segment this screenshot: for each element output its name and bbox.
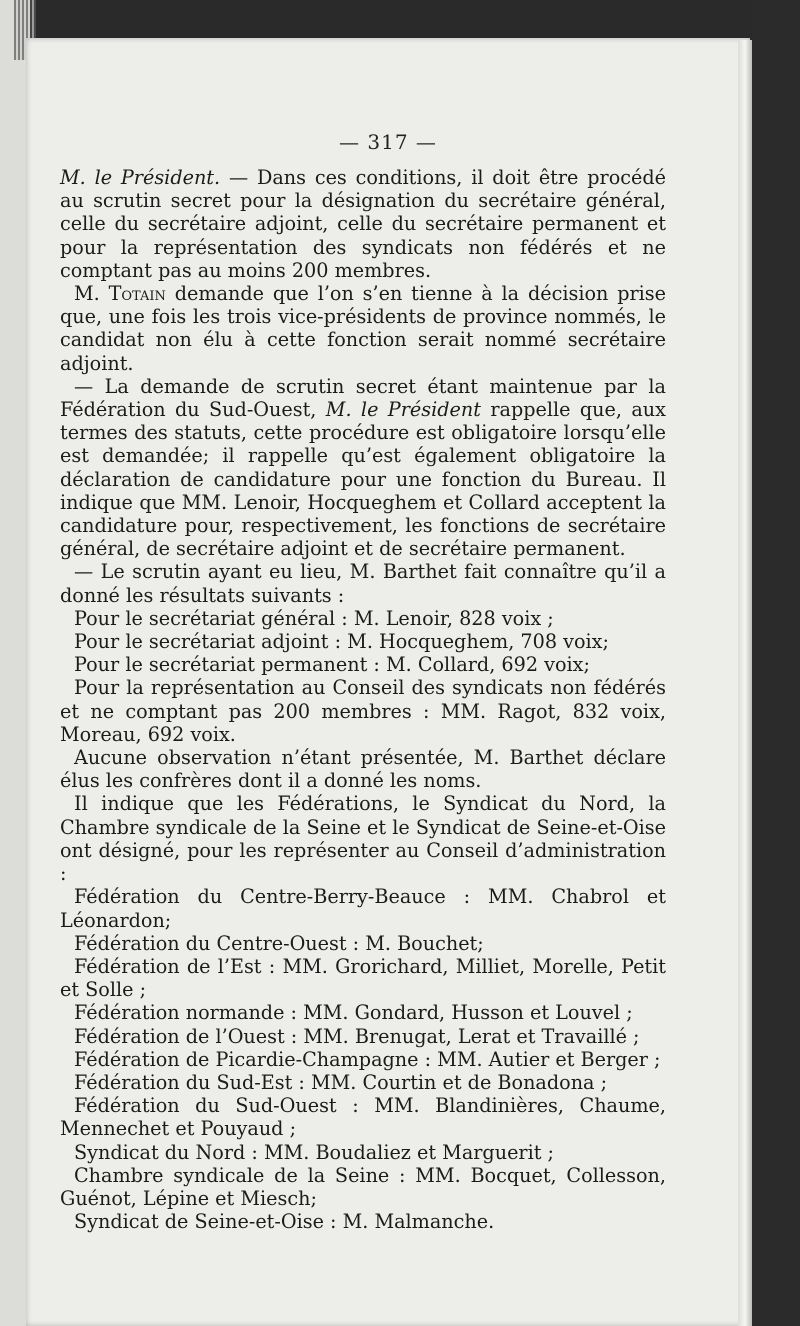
paragraph-designations: Il indique que les Fédérations, le Syndicat du Nord, la Chambre syndicale de la Seine et le Syndicat de Seine-et-Oise ont désigné, pour les représenter au Conseil d’administration : [60,792,666,886]
designation-ouest: Fédération de l’Ouest : MM. Brenugat, Lerat et Travaillé ; [74,1024,640,1048]
paragraph-president-statement [60,166,666,282]
page-right-edge [738,40,752,1326]
document-page [26,38,750,1326]
designation-chambre-seine: Chambre syndicale de la Seine : MM. Bocquet, Collesson, Guénot, Lépine et Miesch; [60,1163,666,1210]
result-secretaire-permanent: Pour le secrétariat permanent : M. Collard, 692 voix; [74,653,590,677]
paragraph-text: demande que l’on s’en tienne à la décision prise que, une fois les trois vice-présidents de province nommés, le candidat non élu à cette fonction serait nommé secrétaire adjoint. [60,282,666,375]
paragraph-scrutin-demand [60,375,666,561]
result-secretaire-adjoint: Pour le secrétariat adjoint : M. Hocqueghem, 708 voix; [74,630,609,654]
scan-right-background [752,0,800,1326]
designation-picardie-champagne: Fédération de Picardie-Champagne : MM. Autier et Berger ; [74,1047,661,1071]
paragraph-text: rappelle que, aux termes des statuts, cette procédure est obligatoire lorsqu’elle est demandée; il rappelle qu’est également obligatoire la déclaration de candidature pour une fonction du Bureau. Il indique que MM. Lenoir, Hocqueghem et Collard acceptent la candidature pour, respectivement, les fonctions de secrétaire général, de secrétaire adjoint et de secrétaire permanent. [60,398,666,561]
paragraph-scrutin-results: — Le scrutin ayant eu lieu, M. Barthet fait connaître qu’il a donné les résultats suivants : [60,560,666,607]
paragraph-totain [60,282,666,375]
speaker-label: M. le Président. [60,166,221,189]
speaker-name: Totain [108,282,166,306]
page-body [60,166,666,1233]
designation-sud-ouest: Fédération du Sud-Ouest : MM. Blandinières, Chaume, Mennechet et Pouyaud ; [60,1094,666,1141]
designation-est: Fédération de l’Est : MM. Grorichard, Milliet, Morelle, Petit et Solle ; [60,954,666,1002]
name-prefix: M. [74,282,109,306]
designation-seine-et-oise: Syndicat de Seine-et-Oise : M. Malmanche. [74,1210,495,1234]
designation-centre-ouest: Fédération du Centre-Ouest : M. Bouchet; [74,931,484,955]
designation-normande: Fédération normande : MM. Gondard, Husson et Louvel ; [74,1001,633,1025]
paragraph-elus: Aucune observation n’étant présentée, M. Barthet déclare élus les confrères dont il a donné les noms. [60,746,666,793]
page-number: — 317 — [339,130,437,154]
designation-centre-berry-beauce: Fédération du Centre-Berry-Beauce : MM. Chabrol et Léonardon; [60,885,666,932]
result-secretaire-general: Pour le secrétariat général : M. Lenoir, 828 voix ; [74,606,554,630]
paragraph-text: — Dans ces conditions, il doit être procédé au scrutin secret pour la désignation du secrétaire général, celle du secrétaire adjoint, celle du secrétaire permanent et pour la représentation des syndicats non fédérés et ne comptant pas au moins 200 membres. [60,166,666,282]
result-representation: Pour la représentation au Conseil des syndicats non fédérés et ne comptant pas 200 membres : MM. Ragot, 832 voix, Moreau, 692 voix. [60,676,666,746]
designation-syndicat-nord: Syndicat du Nord : MM. Boudaliez et Marguerit ; [74,1140,555,1164]
paragraph-text: — La demande de scrutin secret étant maintenue par la Fédération du Sud-Ouest, [60,374,666,422]
designation-sud-est: Fédération du Sud-Est : MM. Courtin et de Bonadona ; [74,1070,608,1094]
speaker-label: M. le Président [325,398,481,422]
